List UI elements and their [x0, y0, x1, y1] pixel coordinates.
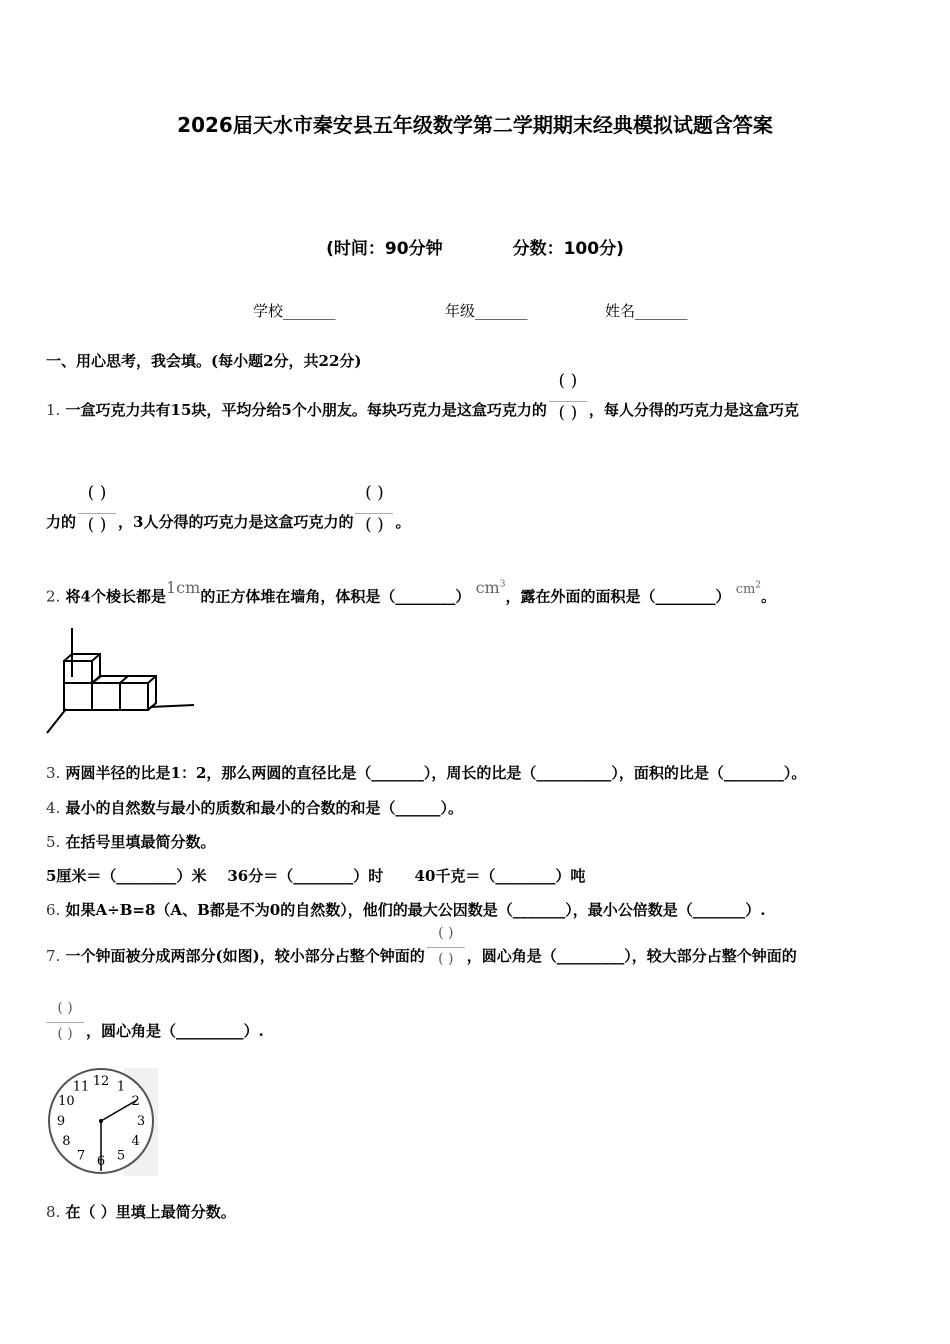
- question-5: [46, 832, 216, 852]
- unit: $cm^2$: [735, 581, 762, 598]
- question-number: 3.: [46, 764, 61, 782]
- clock-number: 2: [131, 1094, 140, 1109]
- question-1: [46, 371, 799, 423]
- grade-field: 年级_______: [445, 302, 528, 320]
- question-number: 8.: [46, 1203, 61, 1221]
- q2-text: ，露在外面的面积是（________）: [505, 587, 731, 606]
- q7-text: ，圆心角是（_________），较大部分占整个钟面的: [466, 947, 797, 965]
- q1-text: 一盒巧克力共有15块，平均分给5个小朋友。每块巧克力是这盒巧克力的: [65, 401, 547, 419]
- q7-text: 一个钟面被分成两部分(如图)，较小部分占整个钟面的: [65, 947, 425, 965]
- page-title: 2026届天水市秦安县五年级数学第二学期期末经典模拟试题含答案: [177, 113, 773, 137]
- clock-number: 3: [136, 1114, 146, 1129]
- question-number: 7.: [46, 947, 61, 965]
- q1-text: 。: [395, 513, 411, 531]
- question-5-blanks: 5厘米＝（________）米 36分＝（________）时 40千克＝（________）吨: [46, 867, 586, 885]
- exam-subtitle: [0, 239, 950, 259]
- question-4: [46, 798, 463, 818]
- question-1-cont: [46, 483, 411, 535]
- question-2: [46, 578, 777, 608]
- q2-text: 的正方体堆在墙角，体积是（________）: [200, 587, 471, 606]
- clock-figure: [44, 1063, 160, 1178]
- time-label: (时间：90分钟: [326, 239, 443, 259]
- clock-number: 8: [62, 1134, 71, 1149]
- q7-text: ，圆心角是（_________）.: [86, 1022, 264, 1040]
- question-7-cont: [44, 1000, 264, 1042]
- q5-text: 在括号里填最简分数。: [65, 833, 216, 851]
- question-number: 6.: [46, 901, 61, 919]
- score-label: 分数：100分): [512, 239, 624, 259]
- q3-text: 两圆半径的比是1：2，那么两圆的直径比是（_______），周长的比是（__________），面积的比是（________）。: [65, 764, 807, 782]
- question-number: 5.: [46, 833, 61, 851]
- q1-text: 力的: [46, 513, 77, 531]
- clock-number: 10: [58, 1094, 75, 1109]
- q1-text: ，3人分得的巧克力是这盒巧克力的: [118, 513, 354, 531]
- clock-number: 11: [72, 1079, 90, 1095]
- q4-text: 最小的自然数与最小的质数和最小的合数的和是（______）。: [65, 799, 464, 817]
- section-heading: 一、用心思考，我会填。(每小题2分，共22分): [46, 352, 362, 370]
- cube-stack-figure: [44, 625, 199, 737]
- clock-number: 6: [96, 1154, 106, 1169]
- unit: $cm^3$: [475, 578, 506, 598]
- q6-text: 如果A÷B=8（A、B都是不为0的自然数），他们的最大公因数是（_______），最小公倍数是（_______）.: [65, 901, 766, 919]
- fraction-blank[interactable]: $\frac{( )}{( )}$: [76, 513, 118, 533]
- question-number: 4.: [46, 799, 61, 817]
- question-8: [46, 1202, 236, 1222]
- clock-number: 9: [56, 1114, 66, 1129]
- clock-number: 4: [131, 1134, 140, 1149]
- question-number: 2.: [46, 587, 61, 606]
- fraction-blank[interactable]: $\frac{( )}{( )}$: [425, 947, 467, 967]
- q2-text: 将4个棱长都是: [65, 587, 166, 606]
- name-field: 姓名_______: [605, 302, 688, 320]
- q8-text: 在（ ）里填上最简分数。: [65, 1203, 236, 1221]
- question-number: 1.: [46, 401, 61, 419]
- unit: 1cm: [166, 578, 201, 598]
- fraction-blank[interactable]: $\frac{( )}{( )}$: [547, 401, 589, 421]
- question-3: [46, 763, 806, 783]
- question-6: [46, 900, 765, 920]
- q2-text: 。: [761, 587, 777, 606]
- clock-number: 7: [76, 1148, 86, 1164]
- clock-number: 5: [116, 1148, 126, 1164]
- q1-text: ，每人分得的巧克力是这盒巧克: [588, 401, 799, 419]
- fraction-blank[interactable]: $\frac{( )}{( )}$: [44, 1022, 86, 1042]
- clock-number: 1: [116, 1079, 126, 1095]
- fraction-blank[interactable]: $\frac{( )}{( )}$: [353, 513, 395, 533]
- question-7: [46, 925, 797, 967]
- clock-number: 12: [92, 1074, 110, 1089]
- school-field: 学校_______: [253, 302, 336, 320]
